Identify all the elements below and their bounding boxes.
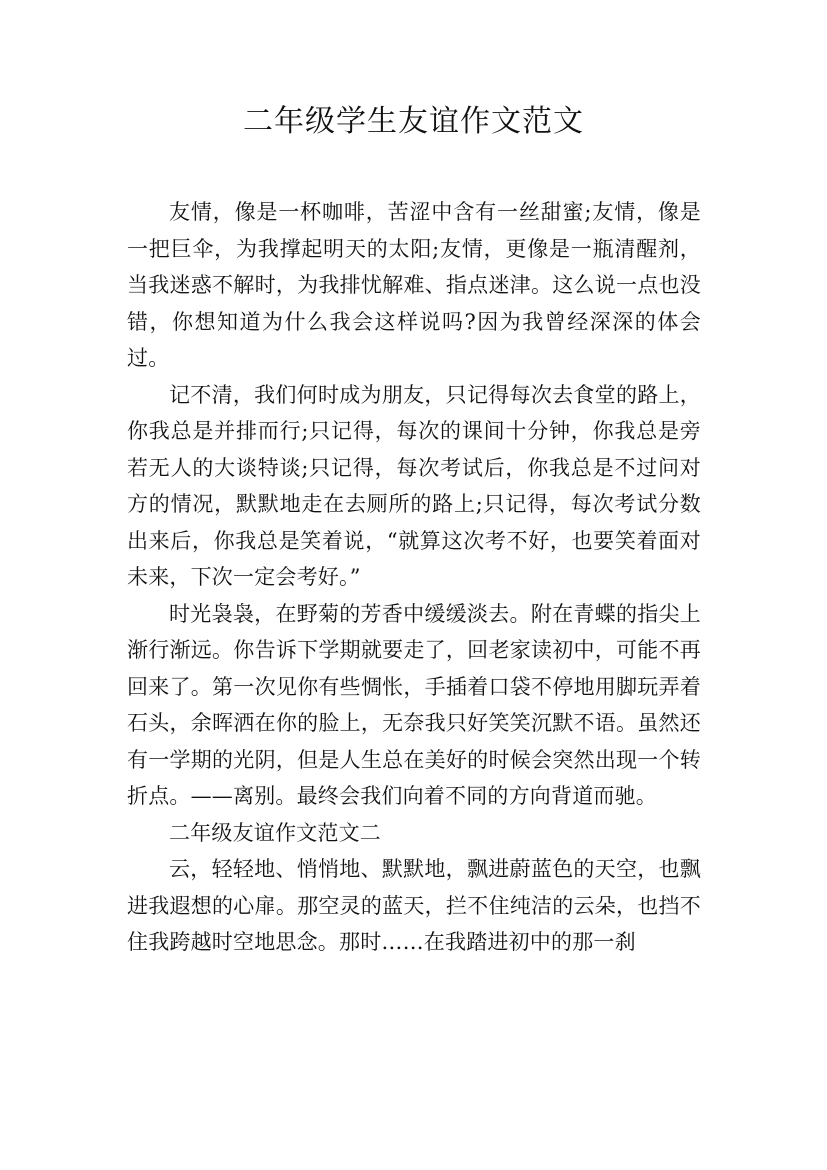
section-heading: 二年级友谊作文范文二 (169, 820, 381, 845)
paragraph-2: 记不清，我们何时成为朋友，只记得每次去食堂的路上，你我总是并排而行;只记得，每次的课间十分钟，你我总是旁若无人的大谈特谈;只记得，每次考试后，你我总是不过问对方的情况，默默地走在去厕所的路上;只记得，每次考试分数出来后，你我总是笑着说，“就算这次考不好，也要笑着面对未来，下次一定会考好。” (127, 382, 701, 589)
document-body (127, 194, 701, 961)
document-title: 二年级学生友谊作文范文 (243, 104, 584, 139)
paragraph-3: 时光袅袅，在野菊的芳香中缓缓淡去。附在青蝶的指尖上渐行渐远。你告诉下学期就要走了，回老家读初中，可能不再回来了。第一次见你有些惆怅，手插着口袋不停地用脚玩弄着石头，余晖洒在你的脸上，无奈我只好笑笑沉默不语。虽然还有一学期的光阴，但是人生总在美好的时候会突然出现一个转折点。——离别。最终会我们向着不同的方向背道而驰。 (127, 601, 701, 808)
paragraph-1: 友情，像是一杯咖啡，苦涩中含有一丝甜蜜;友情，像是一把巨伞，为我撑起明天的太阳;友情，更像是一瓶清醒剂，当我迷惑不解时，为我排忧解难、指点迷津。这么说一点也没错，你想知道为什么我会这样说吗?因为我曾经深深的体会过。 (127, 200, 701, 370)
paragraph-4: 云，轻轻地、悄悄地、默默地，飘进蔚蓝色的天空，也飘进我遐想的心扉。那空灵的蓝天，拦不住纯洁的云朵，也挡不住我跨越时空地思念。那时……在我踏进初中的那一刹 (127, 857, 701, 954)
